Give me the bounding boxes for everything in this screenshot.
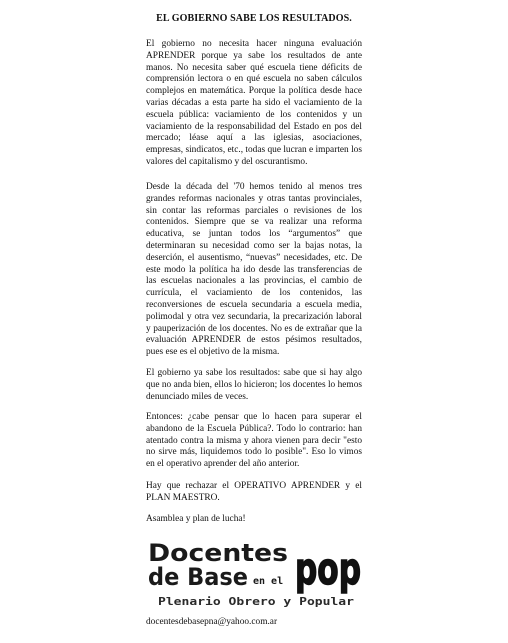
logo-line-docentes: Docentes [148, 539, 288, 567]
paragraph-6: Asamblea y plan de lucha! [146, 514, 246, 524]
paragraph-4: Entonces: ¿cabe pensar que lo hacen para superar el abandono de la Escuela Pública?. Todo lo contrario: han atentado contra la misma y ahora vienen para decir "esto no sirve más, liquidemos todo lo posible". Eso lo vimos en el operativo aprender del año anterior. [146, 412, 362, 470]
logo-line-de-base: de Base [148, 563, 248, 591]
logo-graphic [146, 535, 362, 613]
logo-tagline: Plenario Obrero y Popular [158, 595, 355, 608]
paragraph-5: Hay que rechazar el OPERATIVO APRENDER y el PLAN MAESTRO. [146, 481, 362, 503]
paragraph-2: Desde la década del '70 hemos tenido al menos tres grandes reformas nacionales y otras tantas provinciales, sin contar las reformas parciales o revisiones de los contenidos. Siempre que se va realizar una reforma educativa, se juntan todos los “argumentos” que determinaran su necesidad como ser la bajas notas, la deserción, el ausentismo, “nuevas” necesidades, etc. De este modo la política ha ido desde las transferencias de las escuelas nacionales a las provincias, el cambio de currícula, el vaciamiento de los contenidos, las reconversiones de escuela secundaria a escuela media, polimodal y otra vez secundaria, la precarización laboral y pauperización de los docentes. No es de extrañar que la evaluación APRENDER de estos pésimos resultados, pues ese es el objetivo de la misma. [146, 182, 362, 358]
logo-pop: pop [295, 544, 361, 595]
docentes-de-base-logo [146, 535, 362, 613]
paragraph-1: El gobierno no necesita hacer ninguna evaluación APRENDER porque ya sabe los resultados de ante manos. No necesita saber qué escuela tiene déficits de comprensión lectora o en qué escuela no saben cálculos complejos en matemática. Porque la política desde hace varias décadas a esta parte ha sido el vaciamiento de la escuela pública: vaciamiento de los contenidos y un vaciamiento de la responsabilidad del Estado en pos del mercado; léase aquí a las iglesias, asociaciones, empresas, sindicatos, etc., todas que lucran e imparten los valores del capitalismo y del oscurantismo. [146, 39, 362, 167]
document-title: EL GOBIERNO SABE LOS RESULTADOS. [156, 13, 352, 24]
logo-en-el: en el [253, 576, 284, 587]
contact-email: docentesdebasepna@yahoo.com.ar [146, 617, 278, 627]
paragraph-3: El gobierno ya sabe los resultados: sabe que si hay algo que no anda bien, ellos lo hicieron; los docentes lo hemos denunciado miles de veces. [146, 368, 362, 402]
